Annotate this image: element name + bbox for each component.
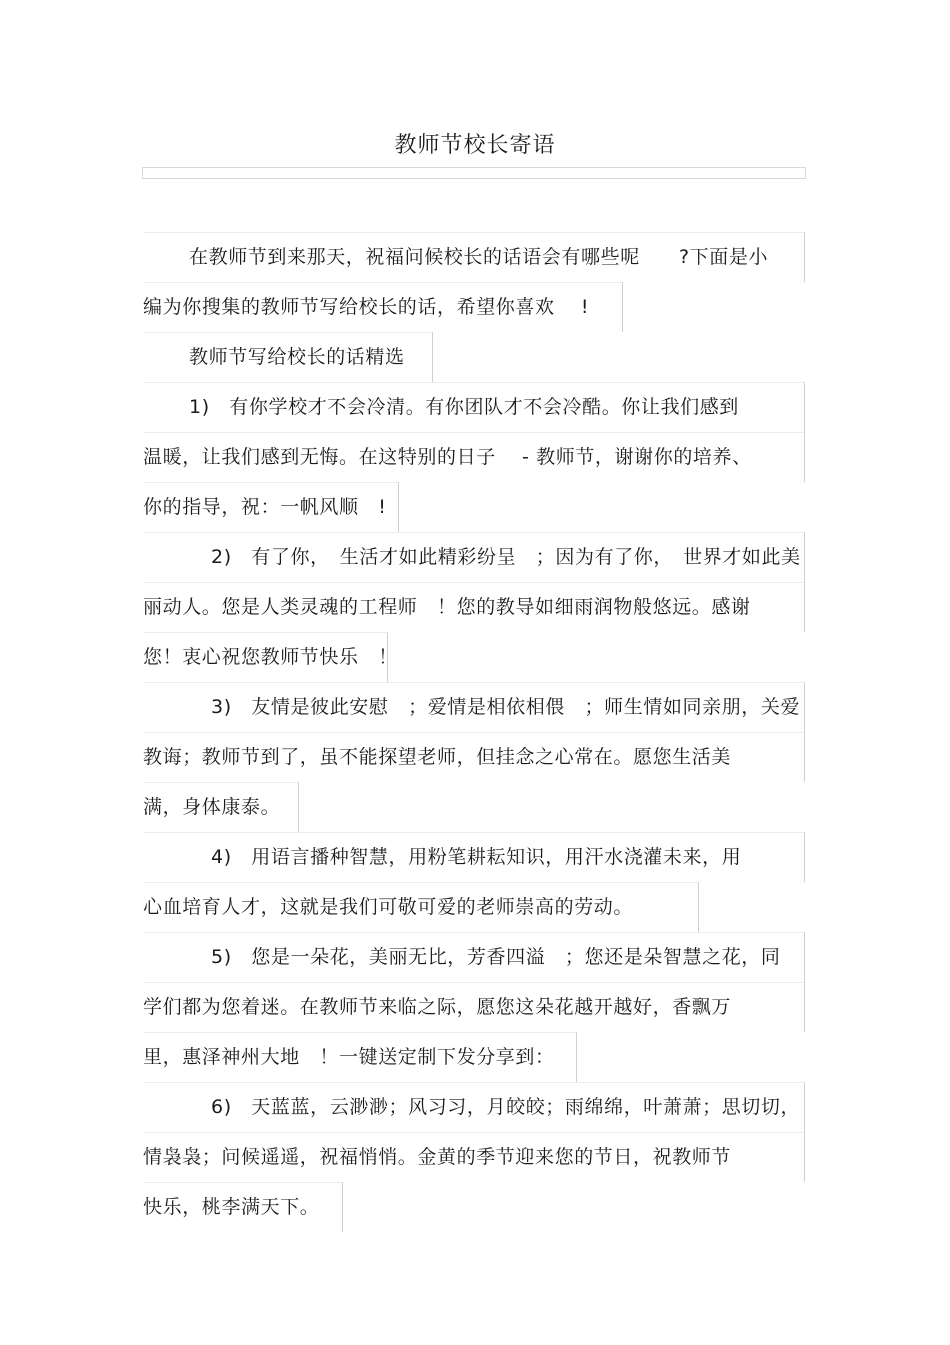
text-line: 2) 有了你， 生活才如此精彩纷呈 ；因为有了你， 世界才如此美: [143, 532, 805, 582]
text-line: 您！衷心祝您教师节快乐 ！: [143, 632, 388, 682]
text-line: 教诲；教师节到了，虽不能探望老师，但挂念之心常在。愿您生活美: [143, 732, 805, 782]
text-line: 学们都为您着迷。在教师节来临之际，愿您这朵花越开越好，香飘万: [143, 982, 805, 1032]
text-line: 丽动人。您是人类灵魂的工程师 ！您的教导如细雨润物般悠远。感谢: [143, 582, 805, 632]
text-line: 快乐，桃李满天下。: [143, 1182, 343, 1232]
title-divider: [142, 167, 806, 179]
document-title: 教师节校长寄语: [394, 133, 556, 158]
text-line: 4) 用语言播种智慧，用粉笔耕耘知识，用汗水浇灌未来，用: [143, 832, 805, 882]
text-line: 教师节写给校长的话精选: [143, 332, 433, 382]
text-line: 6) 天蓝蓝，云渺渺；风习习，月皎皎；雨绵绵，叶萧萧；思切切，: [143, 1082, 805, 1132]
text-line: 心血培育人才，这就是我们可敬可爱的老师崇高的劳动。: [143, 882, 699, 932]
text-line: 满，身体康泰。: [143, 782, 299, 832]
text-line: 编为你搜集的教师节写给校长的话，希望你喜欢 !: [143, 282, 623, 332]
text-line: 情袅袅；问候遥遥，祝福悄悄。金黄的季节迎来您的节日，祝教师节: [143, 1132, 805, 1182]
text-line: 5) 您是一朵花，美丽无比，芳香四溢 ；您还是朵智慧之花，同: [143, 932, 805, 982]
text-line: 3) 友情是彼此安慰 ；爱情是相依相偎 ；师生情如同亲朋，关爱: [143, 682, 805, 732]
text-line: 在教师节到来那天，祝福问候校长的话语会有哪些呢 ?下面是小: [143, 232, 805, 282]
text-line: 你的指导，祝：一帆风顺 !: [143, 482, 399, 532]
text-line: 里，惠泽神州大地 ！一键送定制下发分享到：: [143, 1032, 577, 1082]
text-line: 温暖，让我们感到无悔。在这特别的日子 - 教师节，谢谢你的培养、: [143, 432, 805, 482]
text-line: 1) 有你学校才不会冷清。有你团队才不会冷酷。你让我们感到: [143, 382, 805, 432]
